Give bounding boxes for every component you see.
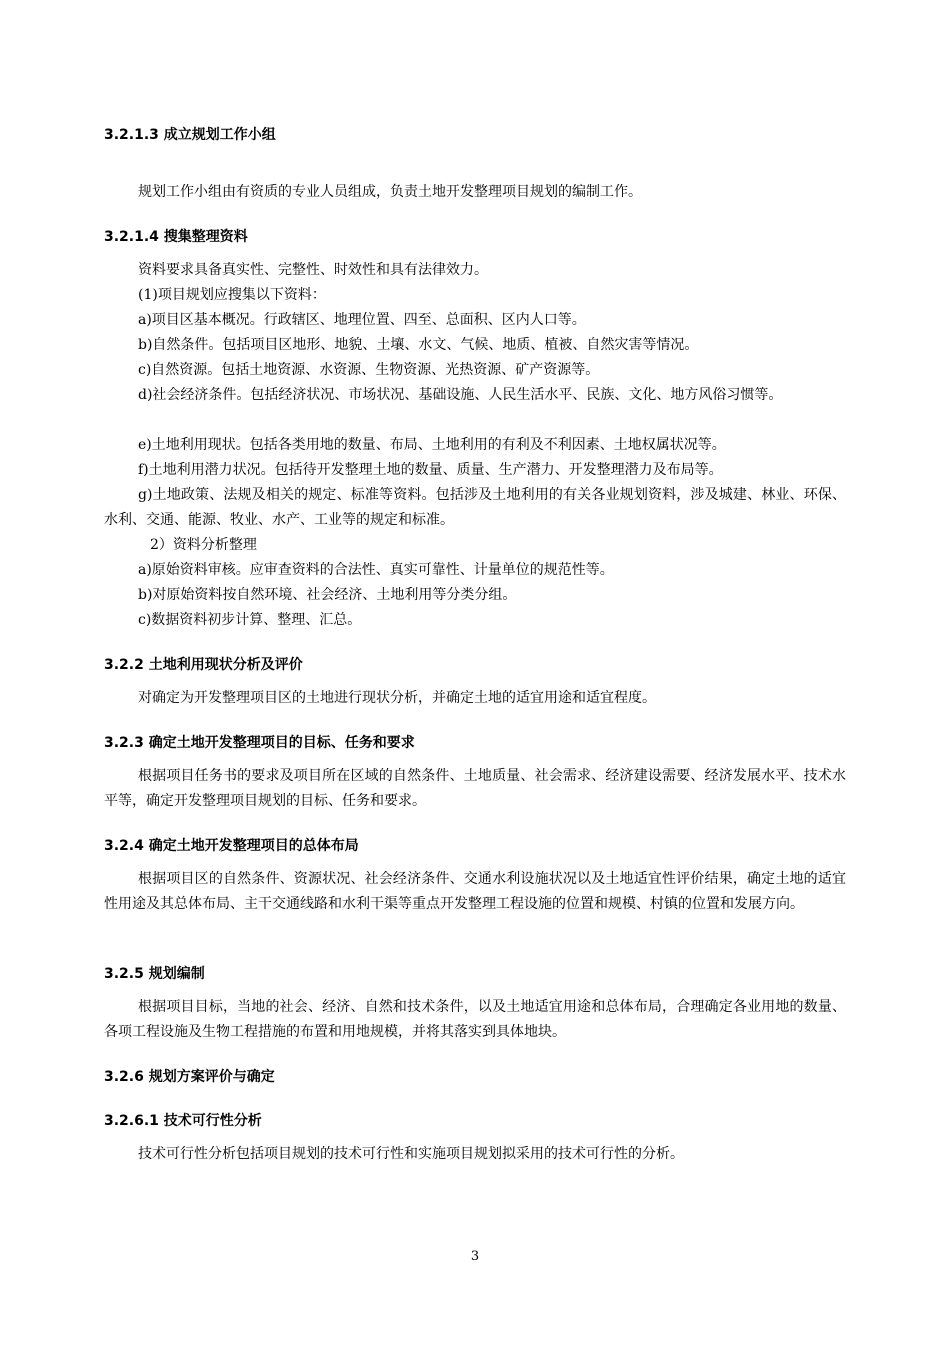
paragraph-3-2-5: 根据项目目标，当地的社会、经济、自然和技术条件，以及土地适宜用途和总体布局，合理确定各业用地的数量、各项工程设施及生物工程措施的布置和用地规模，并将其落实到具体地块。 (104, 999, 846, 1040)
paragraph-3-2-1-4-intro: 资料要求具备真实性、完整性、时效性和具有法律效力。 (138, 262, 488, 278)
heading-3-2-1-3: 3.2.1.3 成立规划工作小组 (104, 127, 276, 143)
heading-3-2-4: 3.2.4 确定土地开发整理项目的总体布局 (104, 838, 359, 854)
paragraph-3-2-4: 根据项目区的自然条件、资源状况、社会经济条件、交通水利设施状况以及土地适宜性评价结果，确定土地的适宜性用途及其总体布局、主干交通线路和水利干渠等重点开发整理工程设施的位置和规模、村镇的位置和发展方向。 (104, 871, 846, 912)
heading-3-2-1-4: 3.2.1.4 搜集整理资料 (104, 229, 248, 245)
paragraph-3-2-1-3: 规划工作小组由有资质的专业人员组成，负责土地开发整理项目规划的编制工作。 (138, 184, 642, 200)
heading-3-2-5: 3.2.5 规划编制 (104, 966, 205, 982)
list-item: b)对原始资料按自然环境、社会经济、土地利用等分类分组。 (138, 587, 517, 603)
heading-3-2-3: 3.2.3 确定土地开发整理项目的目标、任务和要求 (104, 735, 415, 751)
list-item: b)自然条件。包括项目区地形、地貌、土壤、水文、气候、地质、植被、自然灾害等情况。 (138, 337, 699, 353)
list-title-2: 2）资料分析整理 (150, 537, 257, 553)
list-item: a)原始资料审核。应审查资料的合法性、真实可靠性、计量单位的规范性等。 (138, 562, 614, 578)
page-number: 3 (470, 1249, 480, 1264)
heading-3-2-2: 3.2.2 土地利用现状分析及评价 (104, 657, 303, 673)
paragraph-3-2-3: 根据项目任务书的要求及项目所在区域的自然条件、土地质量、社会需求、经济建设需要、经济发展水平、技术水平等，确定开发整理项目规划的目标、任务和要求。 (104, 768, 846, 809)
list-item: f)土地利用潜力状况。包括待开发整理土地的数量、质量、生产潜力、开发整理潜力及布局等。 (138, 462, 723, 478)
list-item: e)土地利用现状。包括各类用地的数量、布局、土地利用的有利及不利因素、土地权属状况等。 (138, 437, 726, 453)
list-item: a)项目区基本概况。行政辖区、地理位置、四至、总面积、区内人口等。 (138, 312, 586, 328)
list-item: d)社会经济条件。包括经济状况、市场状况、基础设施、人民生活水平、民族、文化、地方风俗习惯等。 (138, 387, 783, 403)
heading-3-2-6-1: 3.2.6.1 技术可行性分析 (104, 1113, 262, 1129)
list-item: g)土地政策、法规及相关的规定、标准等资料。包括涉及土地利用的有关各业规划资料，涉及城建、林业、环保、水利、交通、能源、牧业、水产、工业等的规定和标准。 (104, 487, 846, 528)
list-title-1: (1)项目规划应搜集以下资料： (138, 287, 326, 303)
list-item: c)数据资料初步计算、整理、汇总。 (138, 612, 362, 628)
heading-3-2-6: 3.2.6 规划方案评价与确定 (104, 1069, 275, 1085)
paragraph-3-2-6-1: 技术可行性分析包括项目规划的技术可行性和实施项目规划拟采用的技术可行性的分析。 (138, 1146, 684, 1162)
list-item: c)自然资源。包括土地资源、水资源、生物资源、光热资源、矿产资源等。 (138, 362, 600, 378)
paragraph-3-2-2: 对确定为开发整理项目区的土地进行现状分析，并确定土地的适宜用途和适宜程度。 (138, 690, 656, 706)
